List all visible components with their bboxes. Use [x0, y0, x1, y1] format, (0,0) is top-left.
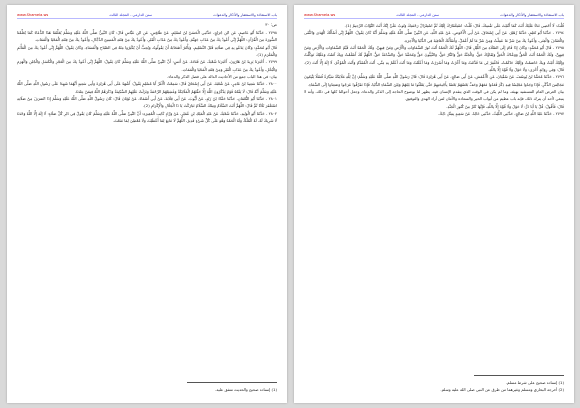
page-number: ص: ٣٠ [265, 22, 277, 27]
header-title: باب الاستعاذة والاستغفار والأذكار والدعوات [500, 12, 564, 17]
footnote-divider [187, 382, 277, 383]
paragraph: بيان الغرض العام المستفيد بهيئه، وما لم يكن في الوقت الذي يتقدم الإنسان فيه، يظهر لنا بوضوح الحاجة إلى الذكر والدعاء، وجعل أحوالنا كلها في ذلك، وأنه لا ينبغي لأحد أن يترك ذلك، فإنه باب عظيم من أبواب الخير والسعادة والأمان لمن أراد الهدى والتوفيق. [304, 89, 564, 102]
paragraph: ٢٧٩٨ - حَدَّثَنَا أَبُو عَاصِمٍ، عَنِ ابْنِ جُرَيْجٍ، حَدَّثَنِي الْحَسَنُ بْنُ مُسْلِمٍ، عَنْ طَاوُسٍ، عَنِ ابْنِ عَبَّاسٍ قَالَ: كَانَ النَّبِيُّ صَلَّى اللَّهُ عَلَيْهِ وَسَلَّمَ يُعَلِّمُنَا هَذَا الدُّعَاءَ كَمَا يُعَلِّمُنَا السُّورَةَ مِنَ الْقُرْآنِ: اللَّهُمَّ إِنِّي أَعُوذُ بِكَ مِنْ عَذَابِ جَهَنَّمَ، وَأَعُوذُ بِكَ مِنْ عَذَابِ الْقَبْرِ، وَأَعُوذُ بِكَ مِنْ فِتْنَةِ الْمَسِيحِ الدَّجَّالِ، وَأَعُوذُ بِكَ مِنْ فِتْنَةِ الْمَحْيَا وَالْمَمَاتِ. [17, 30, 277, 43]
paragraph: ٢٨٠١ - حَدَّثَنَا أَبُو النُّعْمَانِ، حَدَّثَنَا حَمَّادُ بْنُ زَيْدٍ، عَنْ أَيُّوبَ، عَنْ أَبِي قِلَابَةَ، عَنْ أَبِي أَسْمَاءَ، عَنْ ثَوْبَانَ قَالَ: كَانَ رَسُولُ اللَّهِ صَلَّى اللَّهُ عَلَيْهِ وَسَلَّمَ إِذَا انْصَرَفَ مِنْ صَلَاتِهِ اسْتَغْفَرَ ثَلَاثًا ثُمَّ قَالَ: اللَّهُمَّ أَنْتَ السَّلَامُ وَمِنْكَ السَّلَامُ تَبَارَكْتَ يَا ذَا الْجَلَالِ وَالْإِكْرَامِ (2). [17, 96, 277, 109]
page-header [17, 11, 277, 19]
header-source: سنن الدارمي - المجلد الثالث [109, 12, 153, 17]
header-site-link[interactable]: www.Shamela.ws [17, 12, 49, 17]
paragraph: ٢٧٩٦ - حَدَّثَنَا مُحَمَّدُ بْنُ يُوسُفَ، عَنْ سُفْيَانَ، عَنِ الْأَعْمَشِ، عَنْ أَبِي صَالِحٍ، عَنْ أَبِي هُرَيْرَةَ قَالَ: قَالَ رَسُولُ اللَّهِ صَلَّى اللَّهُ عَلَيْهِ وَسَلَّمَ: إِنَّ لِلَّهِ مَلَائِكَةً سَيَّارَةً فُضُلًا يَتَّبِعُونَ مَجَالِسَ الذِّكْرِ، فَإِذَا وَجَدُوا مَجْلِسًا فِيهِ ذِكْرٌ قَعَدُوا مَعَهُمْ وَحَفَّ بَعْضُهُمْ بَعْضًا بِأَجْنِحَتِهِمْ حَتَّى يَمْلَئُوا مَا بَيْنَهُمْ وَبَيْنَ السَّمَاءِ الدُّنْيَا، فَإِذَا تَفَرَّقُوا عَرَجُوا وَصَعِدُوا إِلَى السَّمَاءِ. [304, 74, 564, 87]
header-title: باب الاستعاذة والاستغفار والأذكار والدعوات [213, 12, 277, 17]
paragraph: قُلْتُ: لَا أَحْصِي تَنَاءً عَلَيْكَ أَنْتَ كَمَا أَثْنَيْتَ عَلَى نَفْسِكَ، قَالَ: قُلْتُ: اسْتِغْفَارُكَ إِلَيْكَ ثُمَّ اسْتِنْزَالُ رَحْمَتِكَ وَتُوبُ عَلَيَّ إِنَّكَ أَنْتَ التَّوَّابُ الرَّحِيمُ (1). [344, 23, 564, 28]
paragraph: ٢٨٠٠ - حَدَّثَنَا سَعِيدُ بْنُ عَامِرٍ، عَنْ شُعْبَةَ، عَنْ أَبِي إِسْحَاقَ قَالَ: سَمِعْتُ الْأَغَرَّ أَبَا مُسْلِمٍ يَقُولُ: أَشْهَدُ عَلَى أَبِي هُرَيْرَةَ وَأَبِي سَعِيدٍ أَنَّهُمَا شَهِدَا عَلَى رَسُولِ اللَّهِ صَلَّى اللَّهُ عَلَيْهِ وَسَلَّمَ أَنَّهُ قَالَ: لَا يَقْعُدُ قَوْمٌ يَذْكُرُونَ اللَّهَ إِلَّا حَفَّتْهُمُ الْمَلَائِكَةُ وَغَشِيَتْهُمُ الرَّحْمَةُ وَنَزَلَتْ عَلَيْهِمُ السَّكِينَةُ وَذَكَرَهُمُ اللَّهُ فِيمَنْ عِنْدَهُ. [17, 81, 277, 94]
header-site-link[interactable]: www.Shamela.ws [304, 12, 336, 17]
page-body [17, 29, 277, 124]
paragraph: قَالَ أَبُو مُحَمَّدٍ: وَكَانَ يَدْعُو بِهِ فِي صَلَاتِهِ قَبْلَ التَّسْلِيمِ، وَيَأْمُرُ أَصْحَابَهُ أَنْ يَقُولُوهُ، وَيُحِبُّ أَنْ يُكْثِرُوا مِنْهُ فِي الصَّبَاحِ وَالْمَسَاءِ، وَكَانَ يَقُولُ: اللَّهُمَّ إِنِّي أَعُوذُ بِكَ مِنَ الْمَأْثَمِ وَالْمَغْرَمِ (1). [17, 44, 277, 58]
paragraph: ٢٧٩٤ - حَدَّثَنَا أَبُو نُعَيْمٍ، حَدَّثَنَا زُهَيْرٌ، عَنْ أَبِي إِسْحَاقَ، عَنْ أَبِي الْأَحْوَصِ، عَنْ عَبْدِ اللَّهِ، عَنِ النَّبِيِّ صَلَّى اللَّهُ عَلَيْهِ وَسَلَّمَ أَنَّهُ كَانَ يَقُولُ: اللَّهُمَّ إِنِّي أَسْأَلُكَ الْهُدَى وَالتُّقَى وَالْعَفَافَ وَالْغِنَى، وَأَعُوذُ بِكَ مِنْ شَرِّ مَا عَمِلْتُ وَمِنْ شَرِّ مَا لَمْ أَعْمَلْ، وَأَسْأَلُكَ الْعَافِيَةَ فِي الدُّنْيَا وَالْآخِرَةِ. [304, 30, 564, 43]
page-left [7, 5, 287, 403]
page-body [304, 22, 564, 117]
header-source: سنن الدارمي - المجلد الثالث [396, 12, 440, 17]
footnote: (1) إسناده صحيح والحديث متفق عليه. [215, 387, 277, 392]
footnotes [17, 382, 277, 393]
paragraph: قَالَ: فَأَقُولُ: قُلْ يَا أَبَا ذَرٍّ: لَا حَوْلَ وَلَا قُوَّةَ إِلَّا بِاللَّهِ، فَإِنَّهَا كَنْزٌ مِنْ كُنُوزِ الْجَنَّةِ. [446, 103, 564, 109]
footnotes [304, 375, 564, 393]
footnote: (1) إسناده صحيح على شرط مسلم. [505, 380, 564, 385]
page-header [304, 11, 564, 19]
paragraph: ٢٧٩٧ - حَدَّثَنَا عَبْدُ اللَّهِ بْنُ صَالِحٍ، حَدَّثَنِي اللَّيْثُ، حَدَّثَنِي خَالِدٌ، عَنْ سَعِيدٍ بِمِثْلِ ذَلِكَ. [438, 111, 564, 117]
footnote-divider [474, 375, 564, 376]
page-right [294, 5, 574, 403]
paragraph: بيان: في هذا الباب جمع من الأحاديث الدالة على فضل الذكر والدعاء. [167, 74, 277, 80]
paragraph: ٢٨٠٢ - حَدَّثَنَا أَبُو الْوَلِيدِ، حَدَّثَنَا شُعْبَةُ، عَنْ عَبْدِ الْمَلِكِ بْنِ عُمَيْرٍ، عَنْ وَرَّادٍ كَاتِبِ الْمُغِيرَةِ: أَنَّ النَّبِيَّ صَلَّى اللَّهُ عَلَيْهِ وَسَلَّمَ كَانَ يَقُولُ فِي دُبُرِ كُلِّ صَلَاةٍ: لَا إِلَهَ إِلَّا اللَّهُ وَحْدَهُ لَا شَرِيكَ لَهُ، لَهُ الْمُلْكُ وَلَهُ الْحَمْدُ وَهُوَ عَلَى كُلِّ شَيْءٍ قَدِيرٌ، اللَّهُمَّ لَا مَانِعَ لِمَا أَعْطَيْتَ وَلَا مُعْطِيَ لِمَا مَنَعْتَ. [17, 110, 277, 124]
paragraph: ٢٧٩٥ - قَالَ أَبُو مُحَمَّدٍ: وَكَانَ إِذَا قَامَ إِلَى الصَّلَاةِ مِنَ اللَّيْلِ قَالَ: اللَّهُمَّ لَكَ الْحَمْدُ أَنْتَ نُورُ السَّمَاوَاتِ وَالْأَرْضِ وَمَنْ فِيهِنَّ، وَلَكَ الْحَمْدُ أَنْتَ قَيِّمُ السَّمَاوَاتِ وَالْأَرْضِ وَمَنْ فِيهِنَّ، وَلَكَ الْحَمْدُ أَنْتَ الْحَقُّ وَوَعْدُكَ الْحَقُّ وَلِقَاؤُكَ حَقٌّ، وَالْجَنَّةُ حَقٌّ وَالنَّارُ حَقٌّ، وَالنَّبِيُّونَ حَقٌّ وَمُحَمَّدٌ حَقٌّ، وَالسَّاعَةُ حَقٌّ، اللَّهُمَّ لَكَ أَسْلَمْتُ وَبِكَ آمَنْتُ وَعَلَيْكَ تَوَكَّلْتُ وَإِلَيْكَ أَنَبْتُ وَبِكَ خَاصَمْتُ وَإِلَيْكَ حَاكَمْتُ، فَاغْفِرْ لِي مَا قَدَّمْتُ وَمَا أَخَّرْتُ وَمَا أَسْرَرْتُ وَمَا أَعْلَنْتُ وَمَا أَنْتَ أَعْلَمُ بِهِ مِنِّي، أَنْتَ الْمُقَدِّمُ وَأَنْتَ الْمُؤَخِّرُ، لَا إِلَهَ إِلَّا أَنْتَ (2). قَالَ: وَفِي رِوَايَةٍ أُخْرَى: وَلَا حَوْلَ وَلَا قُوَّةَ إِلَّا بِاللَّهِ. [304, 45, 564, 73]
paragraph: ٢٧٩٩ - أَخْبَرَنَا يَزِيدُ بْنُ هَارُونَ، أَخْبَرَنَا شُعْبَةُ، عَنْ قَتَادَةَ، عَنْ أَنَسٍ: أَنَّ النَّبِيَّ صَلَّى اللَّهُ عَلَيْهِ وَسَلَّمَ كَانَ يَقُولُ: اللَّهُمَّ إِنِّي أَعُوذُ بِكَ مِنَ الْعَجْزِ وَالْكَسَلِ وَالْجُبْنِ وَالْهَرَمِ وَالْبُخْلِ، وَأَعُوذُ بِكَ مِنْ عَذَابِ الْقَبْرِ وَمِنْ فِتْنَةِ الْمَحْيَا وَالْمَمَاتِ. [17, 59, 277, 72]
footnote: (2) أخرجه البخاري ومسلم وغيرهما من طرق عن النبي صلى الله عليه وسلم. [440, 387, 564, 392]
